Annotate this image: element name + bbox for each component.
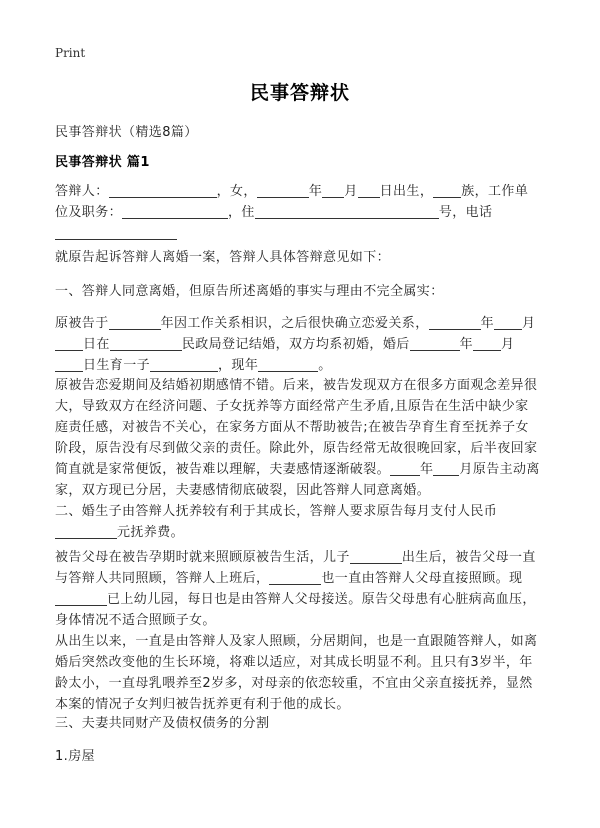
print-link[interactable]: Print	[55, 46, 86, 60]
point-one-heading: 一、答辩人同意离婚，但原告所述离婚的事实与理由不完全属实：	[55, 284, 444, 299]
blank-ethnicity	[433, 183, 461, 198]
subtitle: 民事答辩状（精选8篇）	[55, 125, 198, 140]
intro-paragraph: 就原告起诉答辩人离婚一案，答辩人具体答辩意见如下：	[55, 250, 391, 265]
document-title: 民事答辩状	[249, 82, 350, 104]
blank-name	[109, 183, 217, 198]
meeting-paragraph: 原被告于 年因工作关系相识，之后很快确立恋爱关系， 年 月 日在 民政局登记结婚，双方均系初婚，婚后 年 月 日生育一子 ，现年 。	[55, 316, 536, 373]
answerer-info: 答辩人： ，女， 年 月 日出生， 族，工作单 位及职务： ，住 号，电话	[55, 181, 555, 244]
blank-child-support	[55, 524, 117, 539]
blank-birth-year	[257, 183, 309, 198]
feelings-paragraph: 原被告恋爱期间及结婚初期感情不错。后来，被告发现双方在很多方面观念差异很 大，导致双方在经济问题、子女抚养等方面经常产生矛盾,且原告在生活中缺少家 庭责任感，对被告不关心，在家务方面从不帮助被告;在被告孕育生育至抚养子女 阶段，原告没有尽到做父亲的责任。除此外，原告经常无故很晚回家，后半夜回家 简直就是家常便饭，被告难以理解，夫妻感情逐渐破裂。 年 月原告主动离 家，双方现已分居，夫妻感情彻底破裂，因此答辩人同意离婚。	[55, 378, 540, 498]
blank-birth-month	[322, 183, 344, 198]
point-three-heading: 三、夫妻共同财产及债权债务的分割	[55, 716, 270, 731]
section-heading: 民事答辩状 篇1	[55, 155, 150, 170]
house-subheading: 1.房屋	[55, 749, 96, 764]
blank-phone	[55, 225, 177, 240]
blank-birth-day	[358, 183, 380, 198]
blank-address	[255, 204, 439, 219]
childcare-paragraph: 被告父母在被告孕期时就来照顾原被告生活，儿子 出生后，被告父母一直 与答辩人共同照顾，答辩人上班后， 也一直由答辩人父母直接照顾。现 已上幼儿园，每日也是由答辩人父母接送。原告父母患有心脏病高血压， 身体情况不适合照顾子女。	[55, 550, 536, 628]
blank-job	[122, 204, 228, 219]
growth-paragraph: 从出生以来，一直是由答辩人及家人照顾，分居期间，也是一直跟随答辩人，如离 婚后突然改变他的生长环境，将难以适应，对其成长明显不利。且只有3岁半，年 龄太小，一直母乳喂养至2岁多，对母亲的依恋较重，不宜由父亲直接抚养，显然 本案的情况子女判归被告抚养更有利于他的成长。	[55, 634, 538, 712]
point-two-paragraph: 二、婚生子由答辩人抚养较有利于其成长，答辩人要求原告每月支付人民币 元抚养费。	[55, 504, 498, 540]
